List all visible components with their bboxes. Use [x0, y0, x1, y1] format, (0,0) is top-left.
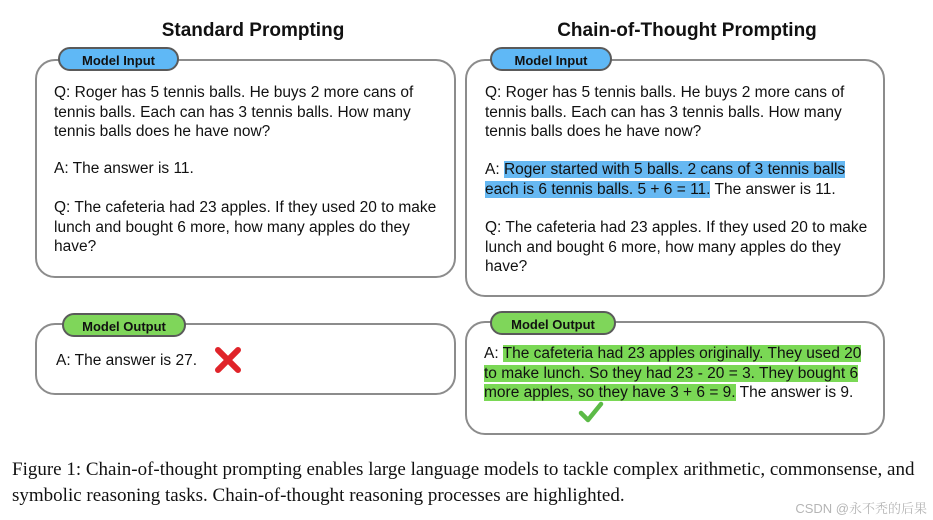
cot-output-reasoning-highlight: The cafeteria had 23 apples originally. They used 20 to make lunch. So they had 23 - 20 = 3. They bought 6 more apples, so they have 3 + 6 = 9.	[484, 345, 862, 401]
cot-output-label: Model Output	[490, 311, 616, 335]
watermark: CSDN @永不秃的后果	[795, 501, 927, 516]
cot-prompting-title: Chain-of-Thought Prompting	[557, 20, 817, 41]
standard-output-label: Model Output	[62, 313, 186, 337]
cot-output-text	[484, 344, 874, 403]
cot-input-q2: Q: The cafeteria had 23 apples. If they used 20 to make lunch and bought 6 more, how many apples do they have?	[485, 219, 868, 275]
standard-input-label: Model Input	[58, 47, 179, 71]
cot-input-a1	[485, 160, 875, 199]
cot-input-q1: Q: Roger has 5 tennis balls. He buys 2 more cans of tennis balls. Each can has 3 tennis balls. How many tennis balls does he have now?	[485, 84, 845, 140]
standard-input-q2: Q: The cafeteria had 23 apples. If they used 20 to make lunch and bought 6 more, how many apples do they have?	[54, 199, 437, 255]
standard-input-a1: A: The answer is 11.	[54, 160, 194, 177]
cot-input-reasoning-highlight: Roger started with 5 balls. 2 cans of 3 tennis balls each is 6 tennis balls. 5 + 6 = 11.	[485, 161, 846, 198]
cot-output-prefix: A:	[484, 345, 503, 362]
cot-input-a1-suffix: The answer is 11.	[710, 180, 836, 198]
figure-caption: Figure 1: Chain-of-thought prompting enables large language models to tackle complex arithmetic, commonsense, and symbolic reasoning tasks. Chain-of-thought reasoning processes are highlighted.	[12, 459, 915, 506]
standard-output-text: A: The answer is 27.	[56, 352, 198, 369]
cot-output-suffix: The answer is 9.	[735, 384, 854, 401]
standard-input-q1: Q: Roger has 5 tennis balls. He buys 2 more cans of tennis balls. Each can has 3 tennis balls. How many tennis balls does he have now?	[54, 84, 414, 140]
green-check-icon	[578, 400, 604, 424]
standard-prompting-title: Standard Prompting	[161, 20, 345, 41]
cot-input-label: Model Input	[490, 47, 612, 71]
red-x-icon	[214, 346, 242, 374]
cot-input-a1-prefix: A:	[485, 161, 504, 178]
